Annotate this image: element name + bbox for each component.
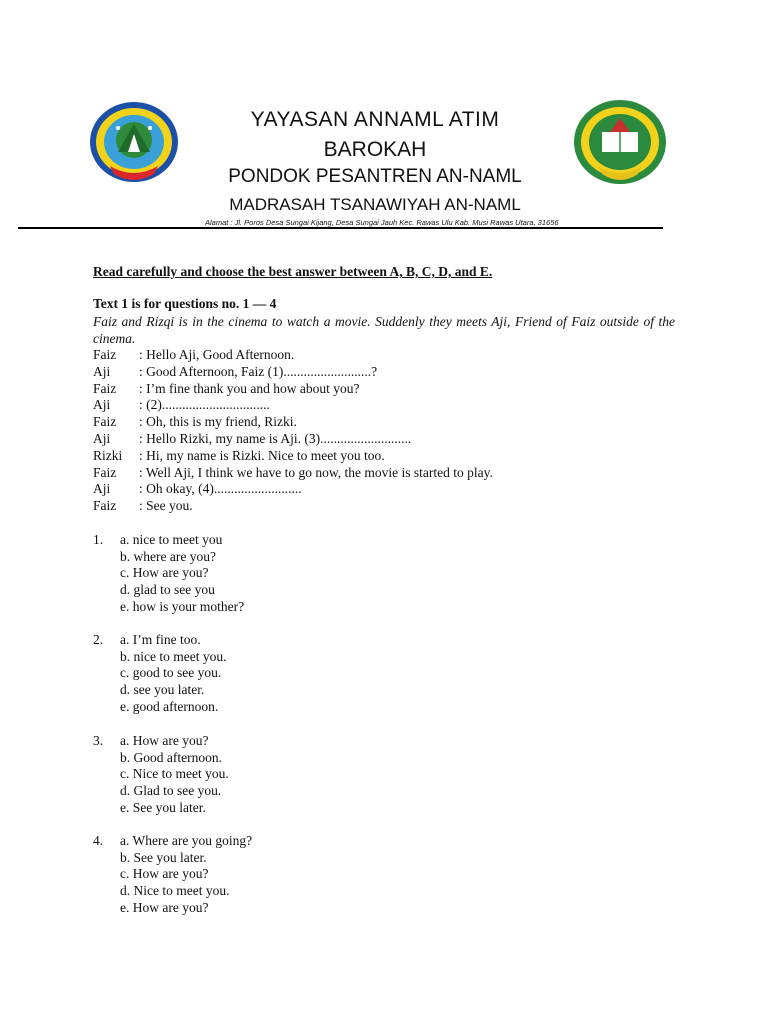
option-c: c. good to see you. (120, 665, 222, 681)
instruction: Read carefully and choose the best answer between A, B, C, D, and E. (93, 264, 493, 279)
school-address: Alamat : Jl. Poros Desa Sungai Kijang, Desa Sungai Jauh Kec. Rawas Ulu Kab. Musi Rawas Utara, 31656 (205, 218, 559, 227)
speaker: Faiz (93, 347, 117, 362)
dialog-line (93, 381, 493, 398)
speaker: Faiz (93, 498, 117, 514)
option-c: c. How are you? (120, 866, 209, 882)
dialog-line (93, 481, 493, 498)
speaker: Aji (93, 397, 111, 413)
utterance: : I’m fine thank you and how about you? (139, 380, 360, 396)
question-number: 4. (93, 833, 104, 848)
text-intro: Faiz and Rizqi is in the cinema to watch a movie. Suddenly they meets Aji, Friend of Faiz outside of the cinema. (93, 314, 675, 346)
option-d: d. glad to see you (120, 582, 215, 598)
option-list (120, 833, 252, 916)
utterance: : See you. (139, 498, 193, 514)
utterance: : Oh okay, (4).......................... (139, 481, 302, 497)
option-list (120, 733, 229, 816)
dialog-line (93, 364, 493, 381)
dialog-line (93, 431, 493, 448)
dialog-line (93, 347, 493, 364)
utterance: : Hello Aji, Good Afternoon. (139, 347, 295, 362)
dialog-line (93, 448, 493, 465)
dialog (93, 347, 493, 515)
school-name: PONDOK PESANTREN AN-NAML (228, 166, 522, 187)
option-e: e. How are you? (120, 899, 209, 915)
utterance: : Oh, this is my friend, Rizki. (139, 414, 297, 430)
speaker: Aji (93, 481, 111, 497)
speaker: Aji (93, 363, 111, 379)
option-d: d. Nice to meet you. (120, 883, 230, 899)
speaker: Faiz (93, 464, 117, 480)
option-d: d. see you later. (120, 682, 205, 698)
option-a: a. nice to meet you (120, 532, 223, 547)
speaker: Rizki (93, 447, 123, 463)
school-logo-right (572, 98, 668, 190)
dialog-line (93, 465, 493, 482)
option-b: b. Good afternoon. (120, 749, 222, 765)
speaker: Faiz (93, 380, 117, 396)
option-b: b. See you later. (120, 849, 207, 865)
utterance: : Good Afternoon, Faiz (1)..........................? (139, 363, 378, 379)
speaker: Faiz (93, 414, 117, 430)
foundation-name-line2: BAROKAH (323, 138, 427, 161)
option-c: c. How are you? (120, 565, 209, 581)
question-number: 2. (93, 632, 104, 647)
dialog-line (93, 498, 493, 515)
madrasah-name: MADRASAH TSANAWIYAH AN-NAML (229, 195, 521, 214)
utterance: : Hi, my name is Rizki. Nice to meet you too. (139, 447, 385, 463)
option-list (120, 632, 226, 715)
utterance: : Well Aji, I think we have to go now, the movie is started to play. (139, 464, 493, 480)
school-logo-left (88, 100, 180, 188)
dialog-line (93, 414, 493, 431)
dialog-line (93, 397, 493, 414)
header-divider (18, 227, 663, 229)
option-b: b. nice to meet you. (120, 648, 227, 664)
text-heading: Text 1 is for questions no. 1 — 4 (93, 296, 277, 311)
option-e: e. good afternoon. (120, 698, 219, 714)
option-a: a. How are you? (120, 733, 209, 748)
option-a: a. I’m fine too. (120, 632, 201, 647)
option-e: e. how is your mother? (120, 598, 245, 614)
speaker: Aji (93, 430, 111, 446)
option-d: d. Glad to see you. (120, 783, 222, 799)
utterance: : (2)................................ (139, 397, 270, 413)
option-c: c. Nice to meet you. (120, 766, 229, 782)
option-list (120, 532, 244, 615)
option-e: e. See you later. (120, 799, 206, 815)
option-a: a. Where are you going? (120, 833, 253, 848)
question-number: 3. (93, 733, 104, 748)
foundation-name: YAYASAN ANNAML ATIM (250, 108, 500, 131)
option-b: b. where are you? (120, 548, 216, 564)
utterance: : Hello Rizki, my name is Aji. (3)........................... (139, 430, 412, 446)
question-number: 1. (93, 532, 104, 547)
